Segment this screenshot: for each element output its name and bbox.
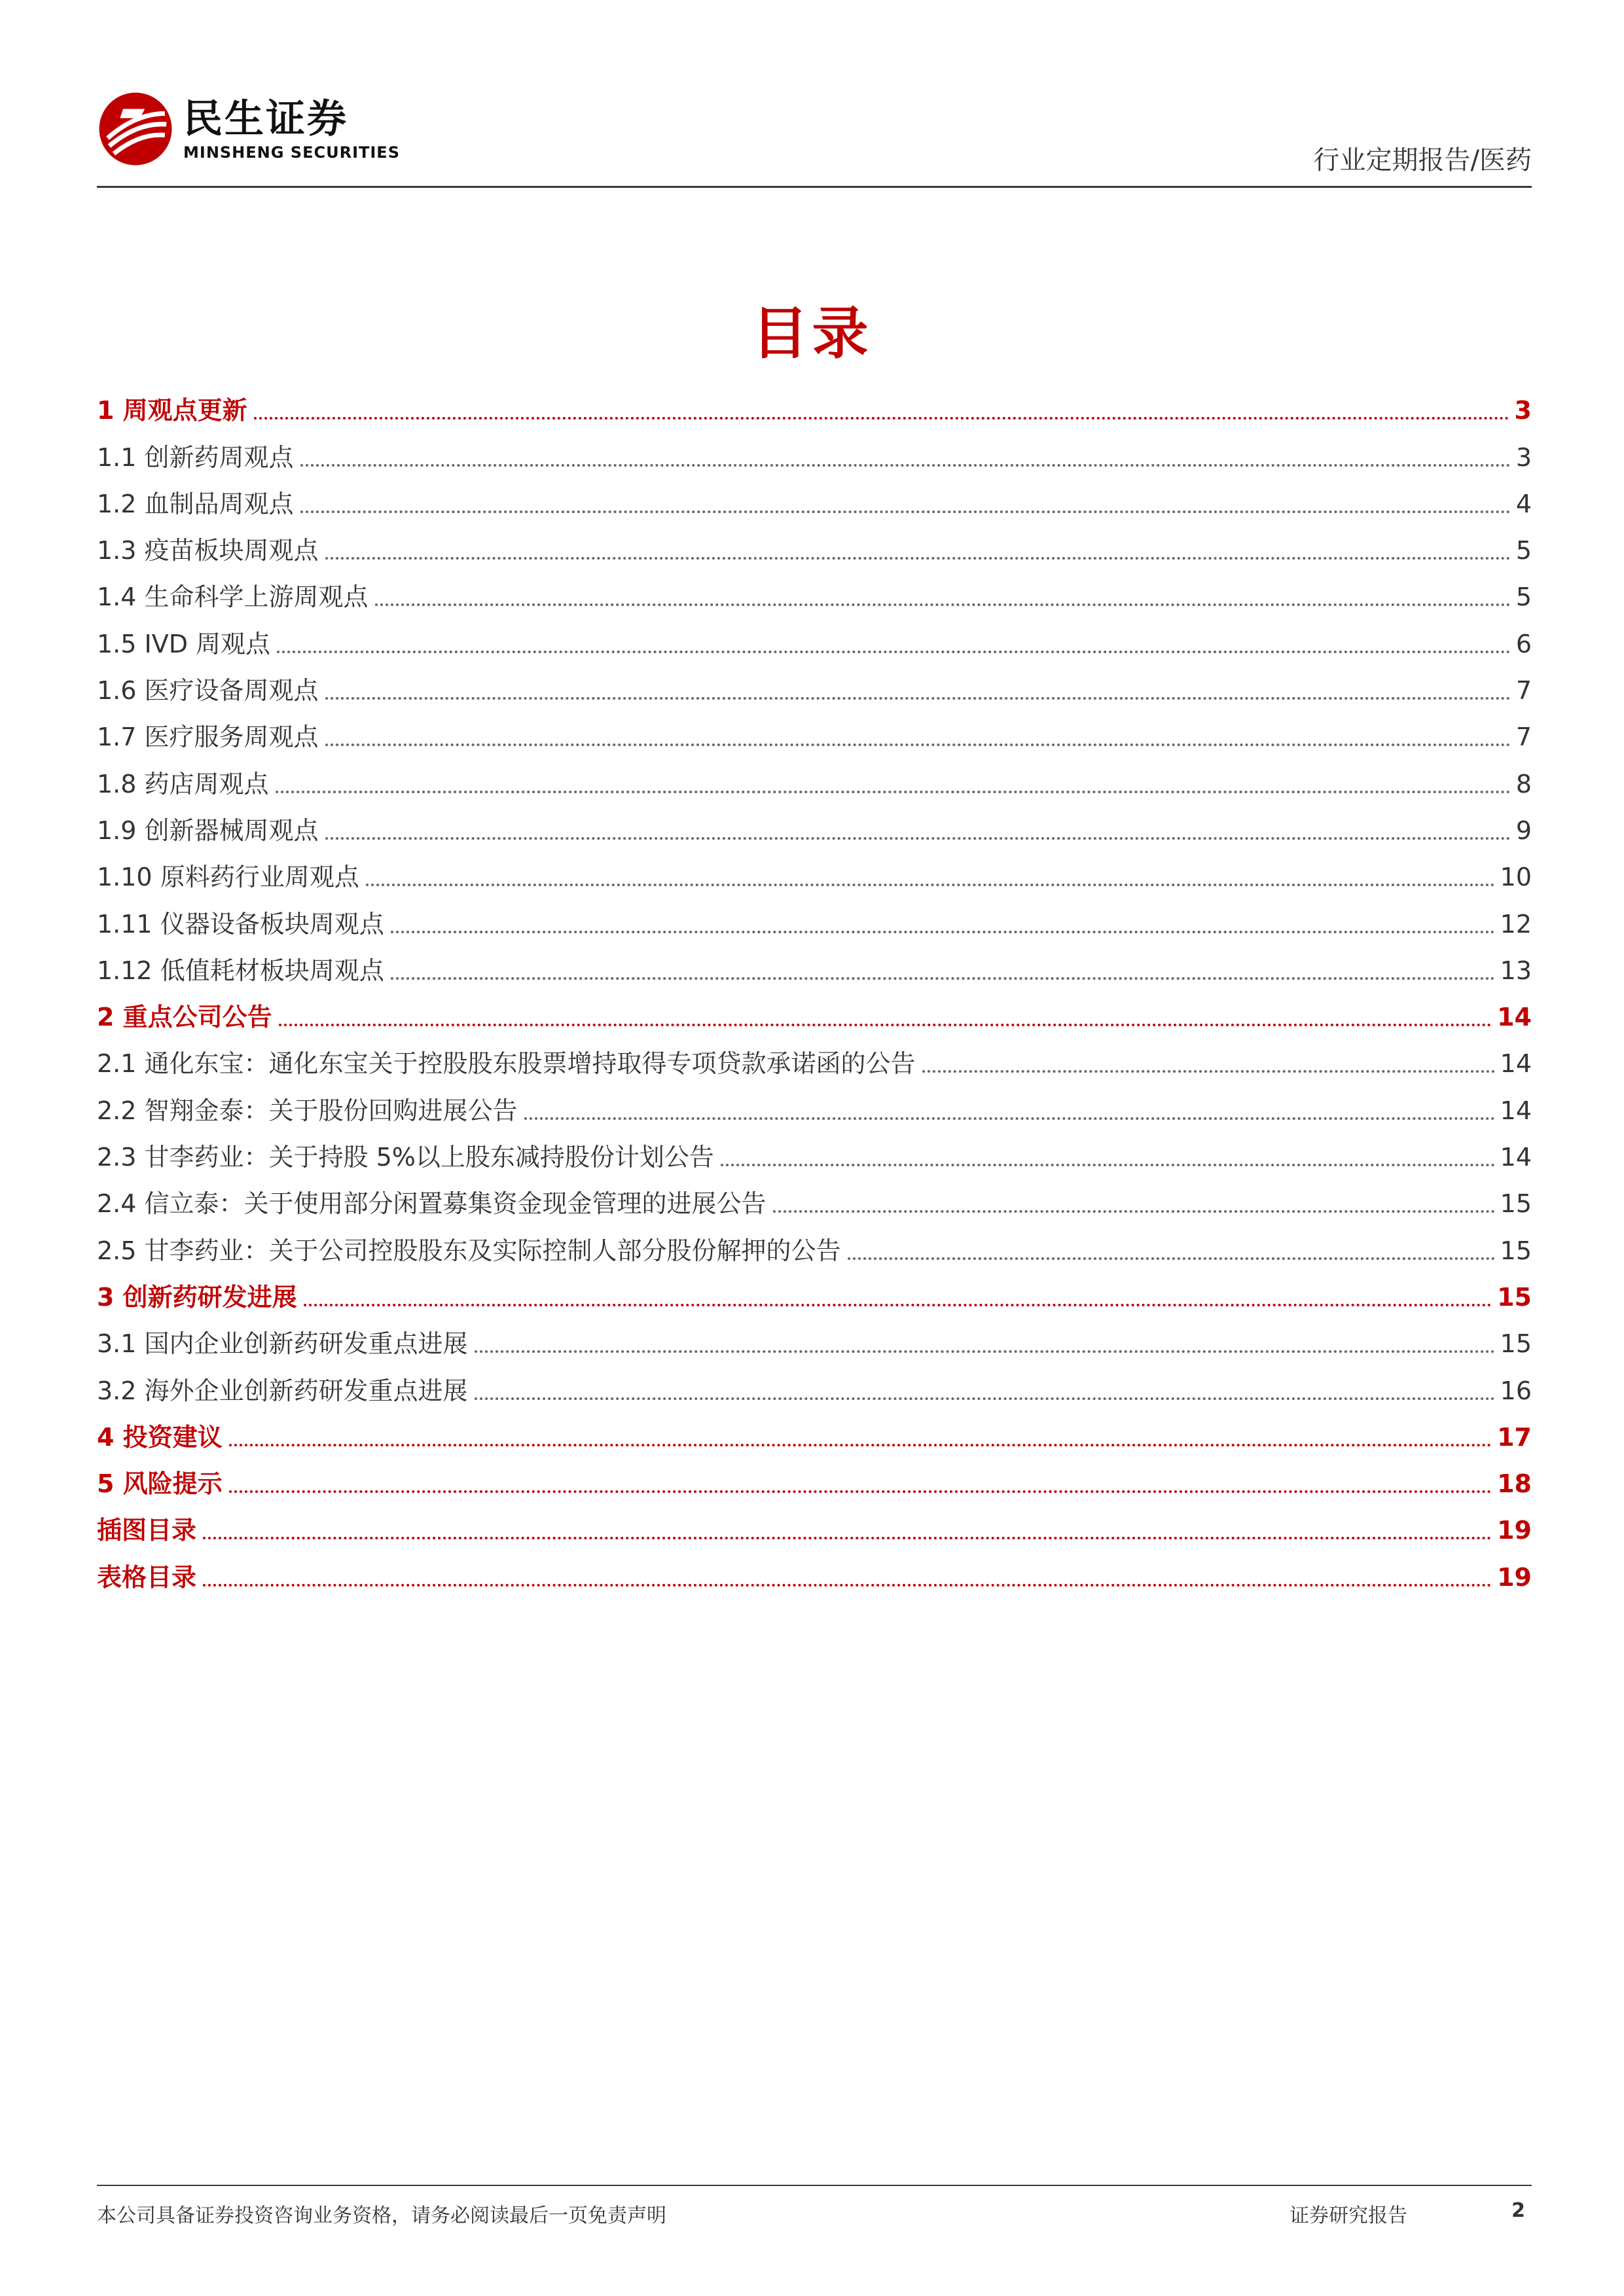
toc-entry-page[interactable]: 18 [1497, 1469, 1532, 1499]
toc-entry[interactable] [97, 1319, 1532, 1366]
toc-entry[interactable] [97, 1366, 1532, 1412]
toc-entry-page[interactable]: 3 [1514, 396, 1532, 425]
toc-leader-dots [524, 1117, 1495, 1120]
toc-entry-page[interactable]: 15 [1500, 1236, 1532, 1265]
brand-name-en: MINSHENG SECURITIES [183, 143, 400, 162]
toc-title: 目录 [751, 301, 873, 367]
toc-entry-label[interactable]: 2.5 甘李药业：关于公司控股股东及实际控制人部分股份解押的公告 [97, 1236, 841, 1265]
brand-logo-icon [97, 90, 174, 168]
toc-entry[interactable] [97, 666, 1532, 713]
toc-entry-page[interactable]: 14 [1500, 1143, 1532, 1172]
toc-entry[interactable] [97, 386, 1532, 433]
toc-entry[interactable] [97, 1552, 1532, 1599]
toc-entry-label[interactable]: 1.9 创新器械周观点 [97, 816, 319, 845]
toc-entry[interactable] [97, 1086, 1532, 1132]
toc-leader-dots [391, 931, 1495, 933]
toc-entry[interactable] [97, 759, 1532, 806]
toc-entry-page[interactable]: 15 [1497, 1282, 1532, 1312]
toc-entry-page[interactable]: 14 [1500, 1049, 1532, 1079]
toc-entry-page[interactable]: 7 [1515, 723, 1532, 752]
toc-entry-page[interactable]: 15 [1500, 1189, 1532, 1219]
toc-entry-page[interactable]: 19 [1497, 1562, 1532, 1592]
toc-entry-page[interactable]: 14 [1500, 1096, 1532, 1125]
page-header [97, 84, 1532, 188]
brand-logo [97, 90, 400, 168]
toc-entry[interactable] [97, 993, 1532, 1039]
toc-entry-page[interactable]: 14 [1497, 1003, 1532, 1032]
toc-entry-label[interactable]: 2.3 甘李药业：关于持股 5%以上股东减持股份计划公告 [97, 1143, 714, 1172]
page-footer [97, 2199, 1532, 2238]
toc-entry-label[interactable]: 5 风险提示 [97, 1469, 223, 1499]
toc-entry[interactable] [97, 1460, 1532, 1506]
toc-entry-page[interactable]: 8 [1515, 769, 1532, 798]
toc-leader-dots [279, 1024, 1492, 1026]
toc-entry[interactable] [97, 1506, 1532, 1552]
toc-leader-dots [325, 837, 1511, 840]
toc-entry[interactable] [97, 1179, 1532, 1226]
toc-entry-page[interactable]: 5 [1515, 536, 1532, 565]
toc-entry-page[interactable]: 6 [1515, 629, 1532, 658]
table-of-contents [97, 386, 1532, 1600]
toc-entry-label[interactable]: 1 周观点更新 [97, 396, 247, 425]
footer-divider [97, 2185, 1532, 2186]
toc-leader-dots [229, 1490, 1492, 1493]
toc-entry[interactable] [97, 526, 1532, 573]
toc-entry[interactable] [97, 806, 1532, 853]
toc-entry-page[interactable]: 19 [1497, 1516, 1532, 1545]
toc-entry[interactable] [97, 899, 1532, 946]
toc-entry[interactable] [97, 1413, 1532, 1460]
toc-entry-label[interactable]: 1.3 疫苗板块周观点 [97, 536, 319, 565]
toc-leader-dots [254, 417, 1509, 420]
toc-entry[interactable] [97, 713, 1532, 759]
toc-entry[interactable] [97, 619, 1532, 666]
toc-entry[interactable] [97, 1133, 1532, 1179]
toc-entry[interactable] [97, 1273, 1532, 1319]
toc-entry-label[interactable]: 表格目录 [97, 1562, 197, 1592]
toc-entry-page[interactable]: 16 [1500, 1376, 1532, 1405]
toc-entry-label[interactable]: 2.4 信立泰：关于使用部分闲置募集资金现金管理的进展公告 [97, 1189, 767, 1219]
toc-entry-label[interactable]: 2 重点公司公告 [97, 1003, 272, 1032]
toc-entry[interactable] [97, 946, 1532, 993]
footer-doc-type: 证券研究报告 [1290, 2204, 1407, 2227]
brand-name-cn: 民生证券 [183, 96, 348, 142]
toc-leader-dots [325, 557, 1511, 560]
toc-entry-label[interactable]: 1.8 药店周观点 [97, 769, 269, 798]
toc-entry-label[interactable]: 4 投资建议 [97, 1422, 223, 1452]
toc-entry-label[interactable]: 1.1 创新药周观点 [97, 442, 294, 472]
toc-leader-dots [277, 651, 1511, 653]
toc-entry[interactable] [97, 573, 1532, 619]
toc-leader-dots [475, 1397, 1495, 1400]
toc-entry-label[interactable]: 1.12 低值耗材板块周观点 [97, 956, 384, 985]
toc-entry-label[interactable]: 1.10 原料药行业周观点 [97, 863, 359, 892]
toc-entry-label[interactable]: 1.7 医疗服务周观点 [97, 723, 319, 752]
toc-entry[interactable] [97, 1039, 1532, 1086]
report-category: 行业定期报告/医药 [1313, 145, 1532, 175]
toc-entry-page[interactable]: 7 [1515, 676, 1532, 706]
toc-entry-page[interactable]: 5 [1515, 583, 1532, 612]
toc-entry-label[interactable]: 2.1 通化东宝：通化东宝关于控股股东股票增持取得专项贷款承诺函的公告 [97, 1049, 916, 1079]
toc-entry-label[interactable]: 1.11 仪器设备板块周观点 [97, 909, 384, 939]
toc-entry-page[interactable]: 9 [1515, 816, 1532, 845]
toc-leader-dots [203, 1584, 1492, 1587]
toc-leader-dots [848, 1257, 1495, 1260]
toc-leader-dots [325, 744, 1511, 746]
toc-entry-label[interactable]: 1.2 血制品周观点 [97, 489, 294, 518]
toc-entry-page[interactable]: 15 [1500, 1329, 1532, 1359]
toc-entry-label[interactable]: 插图目录 [97, 1516, 197, 1545]
toc-entry-label[interactable]: 3.1 国内企业创新药研发重点进展 [97, 1329, 468, 1359]
toc-entry-label[interactable]: 3.2 海外企业创新药研发重点进展 [97, 1376, 468, 1405]
toc-entry-page[interactable]: 3 [1515, 442, 1532, 472]
toc-leader-dots [721, 1164, 1495, 1166]
toc-entry[interactable] [97, 1226, 1532, 1272]
toc-leader-dots [325, 697, 1511, 700]
toc-leader-dots [366, 884, 1495, 886]
toc-entry[interactable] [97, 433, 1532, 479]
toc-entry-label[interactable]: 1.5 IVD 周观点 [97, 629, 271, 658]
toc-entry-label[interactable]: 1.4 生命科学上游周观点 [97, 583, 369, 612]
toc-entry-page[interactable]: 17 [1497, 1422, 1532, 1452]
toc-leader-dots [276, 791, 1511, 793]
toc-entry-page[interactable]: 13 [1500, 956, 1532, 985]
toc-entry-label[interactable]: 2.2 智翔金泰：关于股份回购进展公告 [97, 1096, 518, 1125]
toc-leader-dots [922, 1070, 1495, 1073]
toc-leader-dots [300, 464, 1511, 467]
toc-leader-dots [391, 977, 1495, 980]
toc-entry-page[interactable]: 4 [1515, 489, 1532, 518]
toc-leader-dots [773, 1210, 1495, 1213]
toc-leader-dots [375, 603, 1511, 606]
footer-disclaimer: 本公司具备证券投资咨询业务资格，请务必阅读最后一页免责声明 [97, 2204, 666, 2227]
toc-entry-page[interactable]: 12 [1500, 909, 1532, 939]
toc-entry-label[interactable]: 1.6 医疗设备周观点 [97, 676, 319, 706]
toc-leader-dots [475, 1350, 1495, 1353]
toc-entry-label[interactable]: 3 创新药研发进展 [97, 1282, 297, 1312]
page-number: 2 [1511, 2199, 1525, 2222]
toc-entry[interactable] [97, 853, 1532, 899]
toc-leader-dots [229, 1444, 1492, 1446]
toc-leader-dots [304, 1304, 1492, 1306]
toc-entry[interactable] [97, 480, 1532, 526]
toc-leader-dots [300, 511, 1511, 513]
header-divider [97, 186, 1532, 188]
toc-leader-dots [203, 1537, 1492, 1539]
toc-entry-page[interactable]: 10 [1500, 863, 1532, 892]
